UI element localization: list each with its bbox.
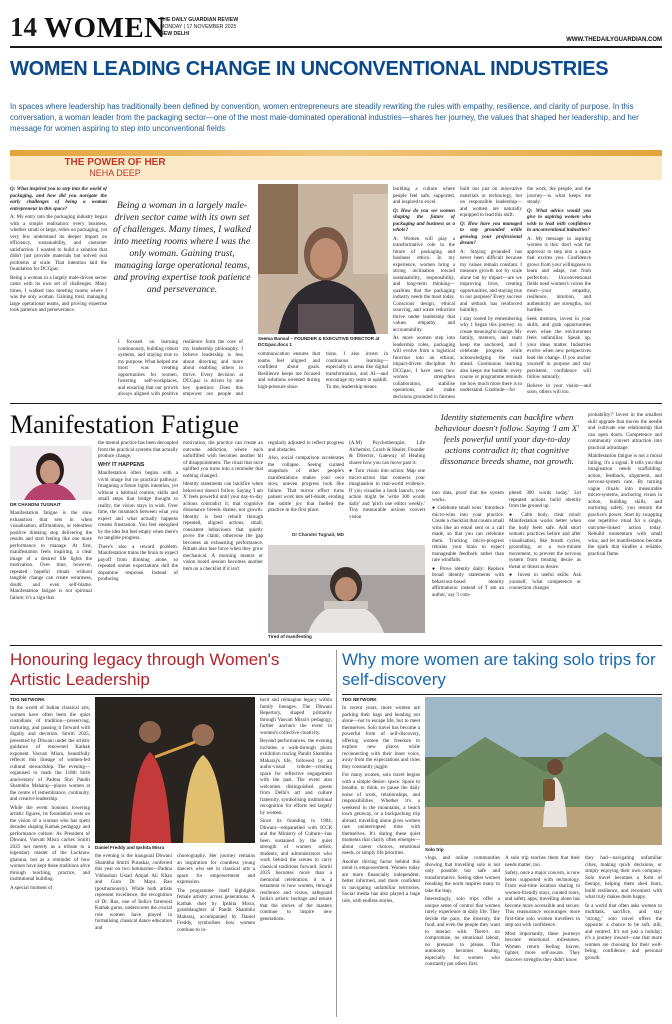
website-link[interactable]: WWW.THEDAILYGUARDIAN.COM — [566, 37, 662, 43]
lead-col-1 — [10, 186, 107, 399]
dancers-illustration — [95, 697, 255, 843]
fatigue-pull-quote: Identity statements can backfire when behaviour doesn't follow. Saying 'I am X' feels powerful until your day-to-day actions contradict it; that cognitive dissonance breeds shame, not growth. — [434, 412, 579, 466]
author-portrait-illustration — [10, 446, 92, 500]
column-divider — [336, 650, 337, 1017]
page-number: 14 — [10, 12, 37, 42]
paragraph: built not just on innovative materials or technology, but on responsible leadership—and women are naturally equipped to lead this shift. — [460, 186, 522, 218]
paragraph: ● Calm body, clear mind: Manifestation works better when the body feels safe. Add short somatic practices before and after visualisation, like breath cycles, grounding, or a two-minute movement, to prevent the nervous system from treating desire as threat or threat as desire. — [509, 511, 581, 570]
paragraph: Interestingly, solo trips offer a unique sense of control that women rarely experience in daily life. They decide the pace, the itinerary, the food, and even the people they want to interact with. There's no compromise, no emotional labour, no pressure to please. This autonomy becomes healing, especially for women who constantly put others first. — [425, 896, 500, 967]
paragraph: A solo trip teaches them that their needs matter, too. — [505, 855, 580, 868]
paragraph: A: My message to aspiring women is this: don't wait for approval to step into a space that excites you. Confidence grows from your willingness to learn and adapt, not from perfection. Unconventional fields need women's voices the most—your empathy, resilience, intuition, and authenticity are strengths, not hurdles. — [527, 235, 591, 313]
issue-date: MONDAY | 17 NOVEMBER 2025 — [160, 24, 237, 30]
fatigue-col-1 — [10, 510, 92, 640]
paragraph: While the event honours towering artistic figures, its foundation rests on the vision of a woman who has spent decades shaping Kathak pedagogy and performance culture. As President of Dhwani, Vasvati Misra carries Smriti 2025 not merely as a tribute to a legendary master of the Lucknow gharana, but as a reminder of how women have kept these traditions alive through teaching, practice, and institutional building. — [10, 804, 90, 882]
question: Q: How do you see women shaping the future of packaging and business as a whole? — [393, 207, 455, 233]
issue-city: NEW DELHI — [160, 31, 190, 37]
author-caption: DR CHANDNI TUGNAIT — [10, 502, 61, 507]
paper-name: THE DAILY GUARDIAN REVIEW — [160, 17, 239, 23]
paragraph: There's also a reward problem. Manifestation trains the brain to expect payoff from thinking alone, so repeated unmet expectations dull the dopamine response. Instead of producing — [98, 543, 178, 582]
lead-title: WOMEN LEADING CHANGE IN UNCONVENTIONAL INDUSTRIES — [10, 58, 609, 80]
column-author: NEHA DEEP — [89, 168, 141, 178]
fatigue-col-6 — [432, 490, 504, 640]
fatigue-col-5 — [349, 440, 425, 540]
paragraph: I stay rooted by remembering why I began this journey: to create meaningful change. My family, mentors, and team keep me anchored, and I celebrate progress while acknowledging the road ahead. Continuous learning also keeps me humble; every course or programme reminds me how much more there is to understand. Gratitude—for — [460, 315, 522, 393]
lead-photo-caption: Seema Bansal – FOUNDER & EXECUTIVE DIRECTOR at DCGpac.docx 1 — [258, 336, 380, 347]
paragraph: the work, the people, and the journey—is what keeps me steady. — [527, 186, 591, 205]
paragraph: A: Staying grounded has never been difficult because my values remain constant. I measure growth not by scale alone but by impact—are we improving lives, creating opportunities, and staying true to our purpose? Every success and setback has reinforced humility. — [460, 248, 522, 313]
paragraph: For many women, solo travel begins with a simple desire: space. Space to breathe, to think, to pause the daily noise of work, relationships, and responsibilities. Whether it's a weekend in the mountains, a beach town getaway, or a backpacking trip abroad, travelling alone gives women rare uninterrupted time with themselves. It's during these quiet moments that clarity often emerges—about career choices, emotional needs, or simply life priorities. — [342, 772, 420, 856]
fatigue-col-7 — [509, 490, 581, 640]
paragraph: communication ensures that teams feel aligned and confident about goals. Resilience keeps me focused and solutions oriented during high-pressure situa- — [258, 351, 320, 390]
paragraph: the evening is the inaugural Dhwani Shambhu Smriti Puraskar, conferred this year on two luminaries—Padma Vibhushan Ustad Amjad Ali Khan and Guru Dr. Maya Rao (posthumously). While both artists represent excellence, the recognition of Dr. Rao, one of India's foremost Kathak gurus, underscores the crucial role women have played in formalising classical dance education and — [95, 853, 172, 931]
paragraph: ● Celebrate small wins: Introduce micro-wins into your practice. Create a checklist that counts small wins like an email sent or a call made, so that you can celebrate them. Tracking micro-progress retrains your brain to expect manageable feedback rather than rare windfalls. — [432, 505, 504, 563]
legacy-divider — [10, 694, 330, 695]
paragraph: Manifestation fatigue is not a moral failing; it's a signal. It tells you that imagination needs scaffolding: action, feedback, alignment, and nervous-system care. By turning vague rituals into measurable micro-systems, anchoring vision in action, building skills, and nurturing safety, you restore the practice's power. Start by swapping one repetitive ritual for a single, outcome-linked action today. Rebuild momentum with small wins, and let manifestation become the spark that kindles a reliable, practical flame. — [588, 453, 662, 557]
column-title: THE POWER OF HER — [64, 157, 166, 168]
solo-photo-caption: Solo trip — [425, 847, 444, 852]
paragraph: ● Invest in useful skills: Ask yourself, 'what competence or connection changes — [509, 572, 581, 591]
paragraph: In a world that often asks women to multitask, sacrifice, and stay "strong," solo travel offers the opposite: a chance to be soft, still, and centred. It's not just a holiday; it's a journey inward—one that more women are choosing for their well-being, confidence, and personal growth. — [585, 902, 662, 961]
legacy-col-2 — [95, 853, 172, 1017]
legacy-col-1 — [10, 705, 90, 1017]
portrait-illustration — [258, 184, 388, 334]
lead-col-8 — [527, 186, 591, 399]
paragraph: resilience form the core of my leadership philosophy. I believe leadership is less about directing and more about enabling others to thrive. Every decision at DCGpac is driven by one key question: Does this empower our people and — [183, 339, 243, 397]
lead-col-4 — [258, 351, 320, 399]
solo-col-1 — [342, 705, 420, 1017]
paragraph: In the world of Indian classical arts, women have often been the quiet custodians of tradition—preserving, nurturing, and passing it forward with dignity and devotion. Smriti 2025, presented by Dhwani under the artistic guidance of renowned Kathak exponent Vasvati Misra, beautifully reflects this lineage of women-led cultural stewardship. The evening—organised to mark the 118th birth anniversary of Padma Shri Pandit Shambhu Maharaj—places women at the centre of remembrance, continuity, and creative leadership. — [10, 705, 90, 802]
solo-col-3 — [505, 855, 580, 1017]
paragraph: Most importantly, these journeys become emotional milestones. Women return feeling braver, lighter, more self-aware. They discover strengths they didn't know — [505, 930, 580, 963]
legacy-source: TDG NETWORK — [10, 697, 45, 702]
solo-title: Why more women are taking solo trips for self-discovery — [342, 650, 656, 689]
subheading: WHY IT HAPPENS — [98, 461, 145, 468]
paragraph: the mental practice has been decoupled from the practical systems that actually produce change. — [98, 440, 178, 459]
solo-col-2 — [425, 855, 500, 1017]
paragraph: vlogs, and online communities showing that travelling solo is not only possible but safe and transformative. Seeing other women breaking the norm inspires many to take the leap. — [425, 855, 500, 894]
header-rule — [10, 46, 662, 48]
lead-col-7 — [460, 186, 522, 399]
legacy-photo — [95, 697, 255, 843]
paragraph: A special moment of — [10, 884, 53, 891]
legacy-title: Honouring legacy through Women's Artistic Leadership — [10, 650, 280, 689]
paragraph: regularly adjusted to reflect progress and obstacles. — [268, 440, 344, 453]
paragraph: tions. I also invest in continuous learning—especially in areas like digital transformation, and AI—and encourage my team to upskill. To me, leadership means — [326, 351, 388, 390]
section-rule-1 — [10, 403, 662, 404]
paragraph: motivation, the practice can create an outcome addiction, where each unfulfilled wish becomes another hit of disappointment. The ritual that once uplifted you turns into a reminder that nothing changed. — [183, 440, 263, 479]
paragraph: Also, social comparison accelerates the collapse. Seeing curated snapshots of other people's manifestations makes your own slow, uneven progress look like failure. That mirror effect turns patient work into self-doubt, eroding the subtle joy that fuelled the practice in the first place. — [268, 455, 344, 513]
paragraph: into data, proof that the system works. — [432, 490, 504, 503]
paragraph: Another driving factor behind this trend is empowerment. Women today are more financially independent, better informed, and more confident in navigating unfamiliar territories. Social media has also played a huge role, with endless stories, — [342, 858, 420, 904]
lead-col-9 — [595, 186, 662, 399]
solo-source: TDG NETWORK — [342, 697, 377, 702]
paragraph: pleted 300 words today.' Let repeated actions build identity from the ground up. — [509, 490, 581, 509]
tired-woman-illustration — [268, 545, 425, 633]
legacy-photo-caption: Daniel Freddy and Ipshita Misra — [95, 845, 165, 850]
lead-pull-quote: Being a woman in a largely male-driven sector came with its own set of challenges. Many times, I walked into meeting rooms where I was the only woman. Gaining trust, managing large operational teams, and proving expertise took patience and perseverance. — [113, 200, 251, 295]
paragraph: As more women step into leadership roles, packaging will evolve from a logistical function into an ethical, impact-driven discipline. At DCGpac, I have seen how women strengthen collaboration, stabilise operations, and make decisions grounded in fairness — [393, 335, 455, 399]
paragraph: Believe in your vision—and soon, others will too. — [527, 382, 591, 395]
lead-portrait — [258, 184, 388, 334]
paragraph: ● Prove identity daily: Replace broad identity statements with behaviour-based identity affirmations: instead of 'I am an author,' say 'I com- — [432, 565, 504, 598]
paragraph: Manifestation fatigue is the slow exhaustion that sets in when visualisation, affirmations, or relentless positive thinking stop delivering the results and start feeling like one more performance to manage. At first, manifestation feels inspiring, a clear image of a desired life lights the motivation. Over time, however, repeated hopeful rituals without tangible change can create weariness, doubt, and even self-blame. Manifestation fatigue is not spiritual failure; it's a sign that — [10, 510, 92, 601]
question: Q: What inspired you to step into the world of packaging, and how did you navigate the early challenges of being a woman entrepreneur in this space? — [10, 186, 107, 212]
paragraph: Since its founding in 1984, Dhwani—empanelled with ICCR and the Ministry of Culture—has been sustained by the quiet strength of women artists, students, and administrators who work behind the scenes to carry classical traditions forward. Smriti 2025 becomes more than a memorial celebration; it is a testament to how women, through resilience and vision, safeguard India's artistic heritage and ensure that the stories of the masters continue to inspire new generations. — [260, 818, 332, 922]
solo-photo — [425, 697, 662, 845]
fatigue-byline: Dr Chandni Tugnait, MD — [292, 532, 344, 537]
section-title: WOMEN — [44, 12, 166, 44]
fatigue-col-3 — [183, 440, 263, 640]
lead-intro: In spaces where leadership has traditionally been defined by convention, women entrepreneurs are steadily rewriting the rules with empathy, resilience, and clarity of purpose. In this conversation, a woman leader from the packaging sector—one of the most male-dominated operational industries—shares her journey, the values that shaped her leadership, and her message for women aspiring to step into unconventional fields — [10, 102, 639, 133]
paragraph: Identity statements can backfire when behaviour doesn't follow. Saying 'I am X' feels powerful until your day-to-day actions contradict it; that cognitive dissonance breeds shame, not growth. Identity is best rebuilt through repeated, aligned actions, small, consistent behaviours that quietly prove the claim, otherwise the gap becomes an exhausting performance. Rituals also lose force when they grow mechanical. A morning mantra or vision board session becomes another item on a checklist if it isn't — [183, 481, 263, 572]
paragraph: choreography. Her journey remains an inspiration for countless young dancers who see in classical arts a space for empowerment and expression. — [177, 853, 255, 885]
question: Q: What advice would you give to aspiring women who wish to lead with confidence in unconventional industries? — [527, 207, 591, 233]
lead-col-5 — [326, 351, 388, 399]
paragraph: herit and reimagine legacy within family lineages. The Dhwani Repertory, shaped primarily through Vasvati Misra's pedagogy, further anchors the event in women's collective creativity. — [260, 697, 332, 736]
legacy-col-3 — [177, 853, 255, 1017]
paragraph: building a culture where people feel safe, supported, and inspired to excel. — [393, 186, 455, 205]
solo-divider — [342, 694, 662, 695]
fatigue-col-8 — [588, 412, 662, 640]
fatigue-col-4 — [268, 440, 344, 540]
fatigue-image-caption: Tired of manifesting — [268, 634, 312, 639]
paragraph: In recent years, more women are packing their bags and heading out alone—not to escape life, but to meet themselves. Solo travel has become a powerful form of self-discovery, offering women the freedom to explore new places while reconnecting with their inner voice, away from the expectations and roles they constantly juggle. — [342, 705, 420, 770]
paragraph: Seek mentors, invest in your skills, and grab opportunities even when the environment feels unfamiliar. Speak up, your ideas matter. Industries evolve when new perspectives lead the change. If you anchor yourself in purpose and stay persistent, confidence will follow naturally. — [527, 315, 591, 380]
paragraph: I focused on learning continuously, building robust systems, and staying true to my purpose. What helped me most was creating opportunities for women, fostering self-workplaces, and ensuring that our growth always aligned with positive — [118, 339, 178, 397]
paragraph: A: Women will play a transformative role in the future of packaging and business ethics. In my experience, women bring a strong inclination toward sustainability, responsibility, and long-term thinking—qualities that the packaging industry needs the most today. Conscious design, ethical sourcing, and waste reduction thrive under leadership that values empathy and accountability. — [393, 235, 455, 333]
section-rule-2 — [10, 645, 662, 646]
fatigue-image — [268, 545, 425, 633]
paragraph: A: My entry into the packaging industry began with a simple realisation: every business, whether small or large, relies on packaging, yet very few understand its deeper impact on efficiency, sustainability, and customer satisfaction. I wanted to build a solution that didn't just provide materials but solved real problems at scale. That intention laid the foundation for DCGpac. — [10, 214, 107, 272]
solo-traveler-illustration — [425, 697, 662, 845]
legacy-col-4 — [260, 697, 332, 1017]
fatigue-col-2 — [98, 440, 178, 640]
paragraph: Manifestation often begins with a vivid image but no practical pathway. Imagining a future lights intention, yet without a habitual routine, skills and small steps that bridge thought to reality, the vision stays in wish. Over time, the mismatch between what you expect and what actually happens creates frustration. You feel energised by the idea but feel empty when there's no tangible progress. — [98, 470, 178, 541]
paragraph: Safety, once a major concern, is now better supported with technology. From real-time location sharing to women-friendly stays, curated tours, and safety apps, travelling alone has become more accessible and secure. This reassurance encourages more first-time solo women travellers to step out with confidence. — [505, 870, 580, 928]
question: Q: How have you managed to stay grounded while growing your professional dream? — [460, 220, 522, 246]
paragraph: Being a woman in a largely male-driven sector came with its own set of challenges. Many times, I walked into meeting rooms where I was the only woman. Gaining trust, managing large operational teams, and proving expertise took patience and perseverance. — [10, 274, 107, 313]
paragraph: probability?' Invest in the smallest skill upgrade that moves the needle and cultivate one relationship that can open doors. Competence and community convert attraction into practical advantage. — [588, 412, 662, 451]
masthead-info — [160, 17, 238, 38]
paragraph: (A.M) Psychotherapist, Life Alchemist, Coach & Healer, Founder & Director, Gateway of Healing shares how you can move past it: — [349, 440, 425, 466]
lead-col-2 — [118, 339, 178, 399]
paragraph: ● Turn vision into action: Map one micro-action that connects your imagination to real-world evidence. If you visualise a book launch, your action might be 'write 300 words daily' and 'pitch one editor weekly.' Tiny measurable actions convert vision — [349, 468, 425, 520]
paragraph: The programme itself highlights female artistry across generations. A Kathak duet by Ipshita Misra, granddaughter of Pandit Shambhu Maharaj, accompanied by Daniel Freddy, symbolises how women continue to in- — [177, 887, 255, 933]
lead-col-6 — [393, 186, 455, 399]
fatigue-title: Manifestation Fatigue — [10, 410, 239, 439]
solo-col-4 — [585, 855, 662, 1017]
paragraph: they had—navigating unfamiliar cities, making quick decisions, or simply enjoying their own company. Solo travel becomes a form of therapy, helping them shed fears, build resilience, and reconnect with what truly makes them happy. — [585, 855, 662, 900]
author-portrait — [10, 446, 92, 500]
paragraph: Beyond performances, the evening includes a walk-through photo exhibition tracing Pandit Shambhu Maharaj's life, followed by an audio-visual tribute—creating space for reflective engagement with the past. The event also welcomes distinguished guests from Delhi's art and culture fraternity, symbolising institutional recognition for efforts led largely by women. — [260, 738, 332, 816]
lead-col-3 — [183, 339, 243, 399]
